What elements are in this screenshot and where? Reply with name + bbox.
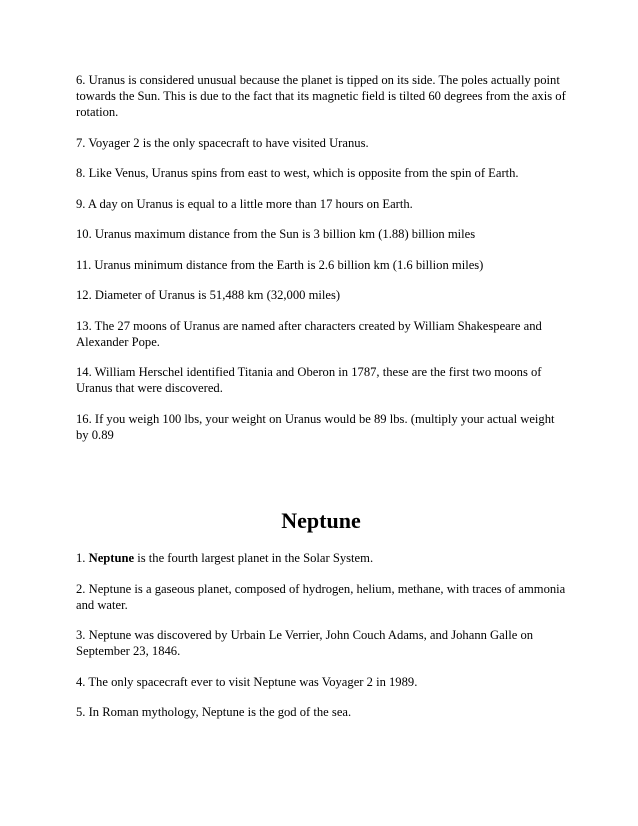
neptune-facts-list xyxy=(76,550,566,720)
section-heading: Neptune xyxy=(281,508,361,533)
neptune-fact-2: 2. Neptune is a gaseous planet, composed of hydrogen, helium, methane, with traces of ammonia and water. xyxy=(76,581,566,612)
uranus-fact-16: 16. If you weigh 100 lbs, your weight on Uranus would be 89 lbs. (multiply your actual weight by 0.89 xyxy=(76,411,555,442)
uranus-fact-11: 11. Uranus minimum distance from the Earth is 2.6 billion km (1.6 billion miles) xyxy=(76,257,484,272)
uranus-fact-12: 12. Diameter of Uranus is 51,488 km (32,000 miles) xyxy=(76,288,341,302)
uranus-fact-9: 9. A day on Uranus is equal to a little more than 17 hours on Earth. xyxy=(76,196,413,211)
neptune-fact-4: 4. The only spacecraft ever to visit Neptune was Voyager 2 in 1989. xyxy=(76,674,418,689)
uranus-fact-14: 14. William Herschel identified Titania and Oberon in 1787, these are the first two moons of Uranus that were discovered. xyxy=(76,365,542,395)
fact-number: 1. xyxy=(76,551,89,565)
uranus-fact-10: 10. Uranus maximum distance from the Sun is 3 billion km (1.88) billion miles xyxy=(76,227,476,241)
fact-text: is the fourth largest planet in the Solar System. xyxy=(134,551,374,565)
uranus-fact-8: 8. Like Venus, Uranus spins from east to west, which is opposite from the spin of Earth. xyxy=(76,166,519,180)
bold-term: Neptune xyxy=(88,551,135,565)
uranus-fact-6: 6. Uranus is considered unusual because the planet is tipped on its side. The poles actually point towards the Sun. This is due to the fact that its magnetic field is tilted 60 degrees from the axis of rotation. xyxy=(76,73,566,119)
uranus-fact-13: 13. The 27 moons of Uranus are named after characters created by William Shakespeare and Alexander Pope. xyxy=(76,318,542,349)
neptune-section xyxy=(76,508,566,735)
uranus-fact-7: 7. Voyager 2 is the only spacecraft to have visited Uranus. xyxy=(76,135,369,150)
neptune-fact-1 xyxy=(76,550,566,566)
neptune-fact-5: 5. In Roman mythology, Neptune is the god of the sea. xyxy=(76,705,352,719)
uranus-facts-section xyxy=(76,72,566,457)
neptune-fact-3: 3. Neptune was discovered by Urbain Le Verrier, John Couch Adams, and Johann Galle on September 23, 1846. xyxy=(76,628,534,658)
